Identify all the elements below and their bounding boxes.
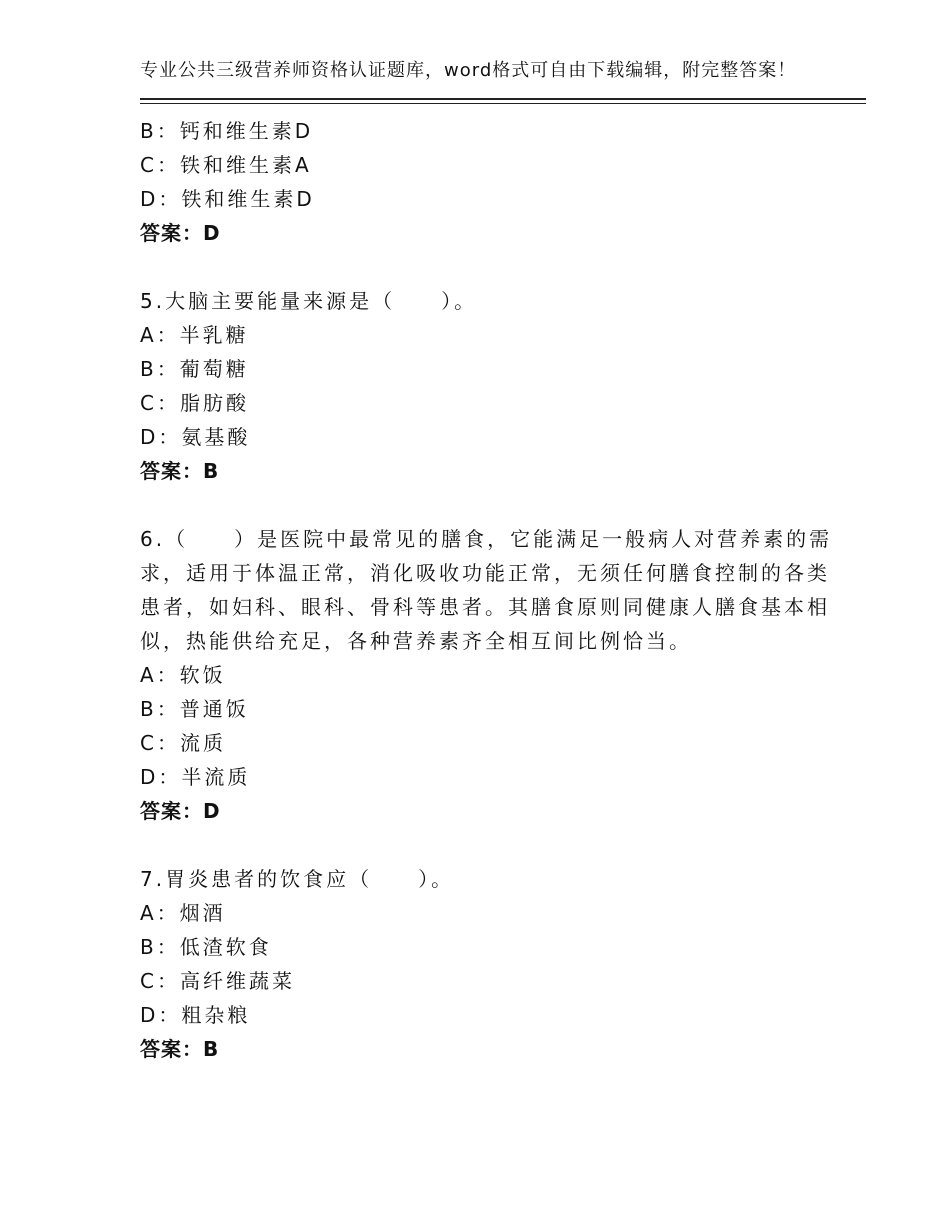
page-header: 专业公共三级营养师资格认证题库，word格式可自由下载编辑，附完整答案！	[140, 60, 797, 81]
question-stem-line-2: 求，适用于体温正常，消化吸收功能正常，无须任何膳食控制的各类	[140, 561, 830, 585]
answer: 答案：D	[140, 221, 221, 245]
question-stem: 7.胃炎患者的饮食应（ ）。	[140, 867, 455, 891]
question-4	[140, 114, 800, 250]
option-c: C：流质	[140, 731, 226, 755]
option-a: A：半乳糖	[140, 323, 249, 347]
option-d: D：半流质	[140, 765, 251, 789]
question-stem-line-4: 似，热能供给充足，各种营养素齐全相互间比例恰当。	[140, 629, 692, 653]
option-b: B：普通饭	[140, 697, 249, 721]
question-5	[140, 284, 800, 488]
option-a: A：软饭	[140, 663, 226, 687]
header-rule-thin	[140, 103, 866, 104]
option-b: B：葡萄糖	[140, 357, 249, 381]
question-stem: 5.大脑主要能量来源是（ ）。	[140, 289, 478, 313]
question-stem-line-1: 6.（ ）是医院中最常见的膳食，它能满足一般病人对营养素的需	[140, 527, 833, 551]
header-rule-thick	[140, 98, 866, 100]
option-b: B：钙和维生素D	[140, 119, 314, 143]
option-d: D：铁和维生素D	[140, 187, 315, 211]
question-6	[140, 522, 833, 828]
option-c: C：铁和维生素A	[140, 153, 312, 177]
option-c: C：脂肪酸	[140, 391, 249, 415]
option-c: C：高纤维蔬菜	[140, 969, 295, 993]
answer: 答案：D	[140, 799, 221, 823]
option-d: D：粗杂粮	[140, 1003, 251, 1027]
option-a: A：烟酒	[140, 901, 226, 925]
option-b: B：低渣软食	[140, 935, 272, 959]
question-stem-line-3: 患者，如妇科、眼科、骨科等患者。其膳食原则同健康人膳食基本相	[140, 595, 830, 619]
question-content	[140, 114, 833, 1066]
answer: 答案：B	[140, 1037, 220, 1061]
answer: 答案：B	[140, 459, 220, 483]
question-7	[140, 862, 800, 1066]
option-d: D：氨基酸	[140, 425, 251, 449]
